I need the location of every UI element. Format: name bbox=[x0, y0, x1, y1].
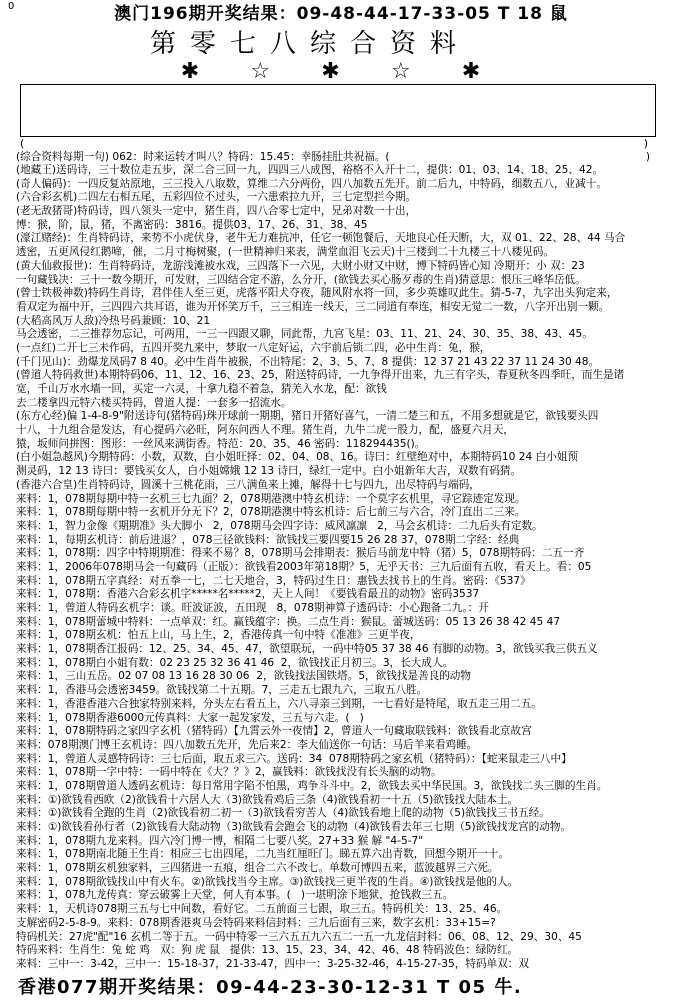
text-line-9: 一句藏钱决：三十一数今期开，可发财，三四结合定不游，么分开，(欲钱去买心肠歹毒的生肖)猜意思：恨压三峰华岳低。 bbox=[16, 273, 586, 286]
text-line-21: 猿，坂师问拼图：图形：一丝风来满街香。特范：20、35、46 密码：118294435()。 bbox=[16, 437, 426, 450]
text-line-13: 马会透密，二三推荐勿忘记，可两用，一三一四跟又聊，同此帮，九宫飞星：03、11、21、24、30、35、38、43、45。 bbox=[16, 328, 593, 341]
text-line-17: 宽，千山万水水墙一回，买定一六灵，十拿九稳不着急，猜羌入水龙，配：欲钱 bbox=[16, 383, 387, 395]
text-line-51: 来料：1，078期南北随王生肖：相应三七出四尾，二九当红厘旺门。睇五算六出青数，回想今期开一十。 bbox=[16, 848, 510, 861]
text-line-10: (曾士铁极神数)特码生肖诗，君伴佳人至三更，虎落平阳犬夺夜，随风附水将一回，多少英雄叹此生。猜-5-7，九字出头狗定来， bbox=[16, 287, 618, 300]
text-line-55: 来料：1，天机诗078期三五与七中间数，看好它。二五前面三七跟，取三五。特码机关：13、25、46。 bbox=[16, 903, 508, 916]
asterisk-star-icon: ✱ bbox=[461, 59, 481, 84]
text-line-6: (濠江赌经)：生肖特码诗，来势不小虎伏身，老牛无力难抗冲，任它一顿饱餐后，天地良心任天断，大，双 01、22、28、44 马合 bbox=[16, 232, 626, 245]
text-line-44: 来料：1，曾道人灵感特码诗：三七后面，取五求三六。送码：34 078期特码之家玄机（猪特码）：【蛇来鼠走三八中】 bbox=[16, 752, 572, 765]
text-line-56: 支解密码2-5-8-9。来料：078期香港爽马会特码来料信封料：三九后面有三来，数字玄机：33+15=? bbox=[16, 916, 496, 929]
text-line-24: (香港六合皇)生肖特码诗，圆溪十三桃花雨，三八满鱼来上摊，解得十七与四九，出尽特码与端码， bbox=[16, 478, 480, 491]
text-line-52: 来料：1，078期玄机独家料，三四猪进一五痕，组合二六不改七。单数可博四五来，蓝波越界三六死。 bbox=[16, 862, 499, 875]
outline-star-icon: ☆ bbox=[250, 59, 271, 84]
text-line-53: 来料：1，078期欲钱找山中有火车。②)欲钱找当今主席。③)欲钱找三更半夜的生肖。④)欲钱找是他的人。 bbox=[16, 875, 519, 888]
intro-close: ) bbox=[645, 151, 650, 163]
text-line-30: 来料：1，2006年078期马会一句藏码（正版）：欲钱看2003年第18期？5，无乎天书：三九后面有五收，看天上。看：05 bbox=[16, 560, 592, 573]
hongkong-draw-result-footer: 香港077期开奖结果：09-44-23-30-12-31 T 05 牛. bbox=[18, 977, 523, 998]
text-line-39: 来料：1，香港马会透密3459。欲钱找第二十五期。7，三走五七跟九六，三取五八胜。 bbox=[16, 684, 428, 697]
text-line-19: (东方心经)偏 1-4-8-9"附送诗句(猪特码)珠开球前一期期，猪日开猪好喜气，一清二楚三和五，不用多想就是它，欲钱要头四 bbox=[16, 410, 599, 423]
text-line-45: 来料：1，078期一字中特：一码中特在《大？？》2，赢钱料：欲钱找没有长头脑的动物。 bbox=[16, 766, 442, 779]
blank-box bbox=[20, 84, 656, 137]
text-line-23: 测灵码，12 13 诗曰：要钱买女人，白小姐嫦娥 12 13 诗曰，绿红一定中。白小姐新年大吉，双数有码猜。 bbox=[16, 465, 522, 478]
star-decoration-row bbox=[178, 60, 483, 84]
text-line-29: 来料：1，078期：四字中特期期准：得来不易？8，078期马会排期表：猴后马前龙中特（猪）5，078期特码：二五一齐 bbox=[16, 547, 585, 560]
text-line-5: 博：猴，阶，鼠，猪，不离密码：3816。提供03、17、26、31、38、45 bbox=[16, 218, 368, 231]
text-line-4: (老无敌猪哥)特码诗，四八领头一定中，猪生肖，四八合零七定中，兄弟对数一十出， bbox=[16, 205, 417, 218]
text-line-59: 来料：三中一：3-42，三中一：15-18-37，21-33-47，四中一：3-25-32-46，4-15-27-35，特码单双：双 bbox=[16, 957, 529, 970]
text-line-25: 来料：1，078期每期中特一玄机三七九面？2，078期港澳中特玄机诗：一个莫字玄机里，寻它踪迹定发现。 bbox=[16, 492, 526, 505]
bracket-line bbox=[20, 137, 648, 150]
text-line-57: 特码机关：27虎"配"16 玄机二等于五。一码中特零一三六五五九六五二一五一九龙信封料：06、08、12、29、30、45 bbox=[16, 930, 582, 943]
document-body bbox=[16, 164, 666, 974]
text-line-12: (大稻高风万人敌)冷热号码兼顾：10、21 bbox=[16, 314, 211, 327]
text-line-35: 来料：1，078期玄机：怕五上山，马上生，2，香港传真一句中特《准准》三更半夜， bbox=[16, 629, 421, 642]
text-line-15: (千门见山)：劲爆龙凤码7 8 40。必中生肖牛被猴，不出特尾：2、3、5、7、8 提供：12 37 21 43 22 37 11 24 30 48。 bbox=[16, 355, 600, 368]
text-line-50: 来料：1，078期九龙来料。四六冷门博一博，相隔二七要八奖。27+33 猴 解 "4-5-7" bbox=[16, 834, 424, 847]
text-line-3: (六合彩玄机)二四左右相五尾，五彩四位不过头，一六患索拉九开，三七定型拦今期。 bbox=[16, 191, 417, 204]
text-line-33: 来料：1，曾道人特码玄机字：谈。旺波证波，五田现 8，078期神算子透码诗：小心跑备二九。：开 bbox=[16, 602, 489, 614]
text-line-26: 来料：1，078期每期中特一玄机开分无下？2，078期港澳中特玄机诗：后七前三与六合，冷门直出二三来。 bbox=[16, 506, 526, 519]
text-line-48: 来料：①)欲钱看全跑的生肖（2)欲钱看初二初一（3)欲钱看穷苦人（4)欲钱看地上爬的动物（5)欲钱找三书五经。 bbox=[16, 807, 550, 820]
text-line-22: (白小姐急越风)今期特码：小数，双数，白小姐旺择：02、04、08、16。诗曰：红壁绝对中，本期特码10 24 白小姐预 bbox=[16, 451, 579, 464]
text-line-7: 透密，五更风侵红鹅啼，催，二月寸梅树聚，(一世精神归来表，满堂血泪飞云天)十三楼到二十九楼三十八楼见码。 bbox=[16, 246, 554, 259]
text-line-49: 来料：①)欲钱看孙行者（2)欲钱看大陆动物（3)欲钱看会跑会飞的动物（4)欲钱看去年三七期（5)欲钱找龙宫的动物。 bbox=[16, 821, 572, 833]
text-line-41: 来料：1，078期香港6000元传真料：大家一起发家发，三五与六走。( ) bbox=[16, 711, 364, 724]
text-line-1: (地藏王)送码诗，三十数位走五步，深二合三回一九，四四三八成图，裕格不入开十二，提供：01、03、14、18、25、42。 bbox=[16, 164, 604, 176]
intro-text: (综合资料每期一句) 062：时来运转才叫八？特码：15.45：幸肠挂肚共祝福。( bbox=[16, 151, 390, 163]
macau-draw-result-header: 澳门196期开奖结果：09-48-44-17-33-05 T 18 鼠 bbox=[114, 4, 568, 24]
text-line-18: 去二楼拿四元特六楼买特码，曾道人提：一套多一招流水。 bbox=[16, 396, 292, 409]
text-line-16: (曾道人特码救世)本期特码06、11、12、16、23、25，附送特码诗，一九争得开出来，九三有字头，春夏秋冬四季旺，而生是诸 bbox=[16, 369, 625, 382]
bracket-open: ( bbox=[20, 137, 25, 150]
text-line-40: 来料：1，香港香港六合独家特别来料，分头左右看五上，六八寻亲三到期，一七看好是特尾，取五走三用二五。 bbox=[16, 697, 542, 710]
text-line-8: (黄大仙救报世)：生肖特码诗，龙游浅滩被水戏，三四落下一六见，大财小财又中财，博下特码皆心知 冷期开：小 双：23 bbox=[16, 259, 585, 272]
text-line-54: 来料：1，078九龙传真：穿云破雾上天堂，何人有本事。( )一堪明涂下地狱，抢钱救三五。 bbox=[16, 889, 454, 902]
asterisk-star-icon: ✱ bbox=[321, 59, 340, 84]
text-line-14: (一点红)二开七三未作码，五四开奖九来中，梦取一八定好运，六宇前后锁二四，必中生肖：兔，猴， bbox=[16, 341, 491, 354]
text-line-38: 来料：1，三山五岳。02 07 08 13 16 28 30 06 2，欲钱找法国铁塔。5，欲钱找是善良的动物 bbox=[16, 670, 471, 683]
text-line-27: 来料：1，智力金像《期期准》头大脚小 2，078期马会四字诗：威风凛凛 2，马会玄机诗：二九后头有定数。 bbox=[16, 519, 543, 532]
text-line-20: 十八，十九组合是发达，有心提码六必旺，阿东问西人不理。猪生肖，九牛二虎一股力，配，盛夏六月天， bbox=[16, 424, 514, 437]
text-line-36: 来料：1，078期香江报码：12、25、34、45、47，欲望联玩，一码中特05 37 38 46 有脚的动物。3，欲钱买我三供五义 bbox=[16, 643, 598, 656]
text-line-43: 来料：078期澳门博王玄机诗：四八加数五先开，先后来2：李大仙送你一句话：马后羊来看鸡睡。 bbox=[16, 738, 478, 751]
outline-star-icon: ☆ bbox=[390, 59, 411, 84]
text-line-2: (奇人偏码)：一四反复站原地，三三投入八取数，算维二六分两份，四八加数五先开。前二后九，中特码，细数五八，业减十。 bbox=[16, 177, 607, 190]
text-line-58: 特码来料：生肖生：兔 蛇 鸡 双：狗 虎 鼠 提供：13、15、23、34、42、46、48 特码波色：绿防红。 bbox=[16, 944, 519, 957]
asterisk-star-icon: ✱ bbox=[180, 59, 200, 84]
text-line-32: 来料：1，078期：香港六合彩玄机字*****名*****2，天上人间！《要钱看最丑的动物》密码3537 bbox=[16, 588, 480, 601]
text-line-11: 看双定为福中开，三四四六共耳语，谁为开怀笑万千，三三相连一线天，三二同道有奉连，相安无觉二一数，八字开出别一颗。 bbox=[16, 300, 610, 313]
page-title: 第零七八综合资料 bbox=[150, 29, 471, 59]
intro-line bbox=[16, 150, 650, 164]
text-line-31: 来料：1，078期五字真经：对五拳一七，二七天地合，3，特码过生日：惠钱去找书上的生肖。密码：《537》 bbox=[16, 574, 531, 587]
text-line-28: 来料：1，每期玄机诗：前后进退？，078三径欲钱料：欲钱找三要四要15 26 28 37，078期二字经：经典 bbox=[16, 533, 520, 546]
bracket-close: ) bbox=[643, 137, 648, 150]
text-line-42: 来料：1，078期特码之家四字玄机（猪特码）【九霄云外一夜情】2，曾道人一句藏取联钱料：欲钱看北京故宫 bbox=[16, 725, 532, 738]
text-line-37: 来料：1，078期白小姐有数：02 23 25 32 36 41 46 2，欲钱找正月初三。3，长大成人。 bbox=[16, 656, 454, 669]
text-line-34: 来料：1，078期蕾城中特料：一点单双：红。赢钱蕴字：换。二点生肖：猴鼠。蕾城送码：05 13 26 38 42 45 47 bbox=[16, 615, 561, 628]
text-line-47: 来料：①)欲钱看西欧（2)欲钱看十六居人大（3)欲钱看鸡后三条（4)欲钱看初一十五（5)欲钱找大陆本土。 bbox=[16, 793, 519, 806]
text-line-46: 来料：1，078期曾道人透码玄机诗：每日常用字陷不怕黑，鸡争斗斗中。2，欲钱去买中华民国。3，欲钱找二头三脚的生肖。 bbox=[16, 779, 608, 792]
page-number: 0 bbox=[8, 1, 15, 12]
